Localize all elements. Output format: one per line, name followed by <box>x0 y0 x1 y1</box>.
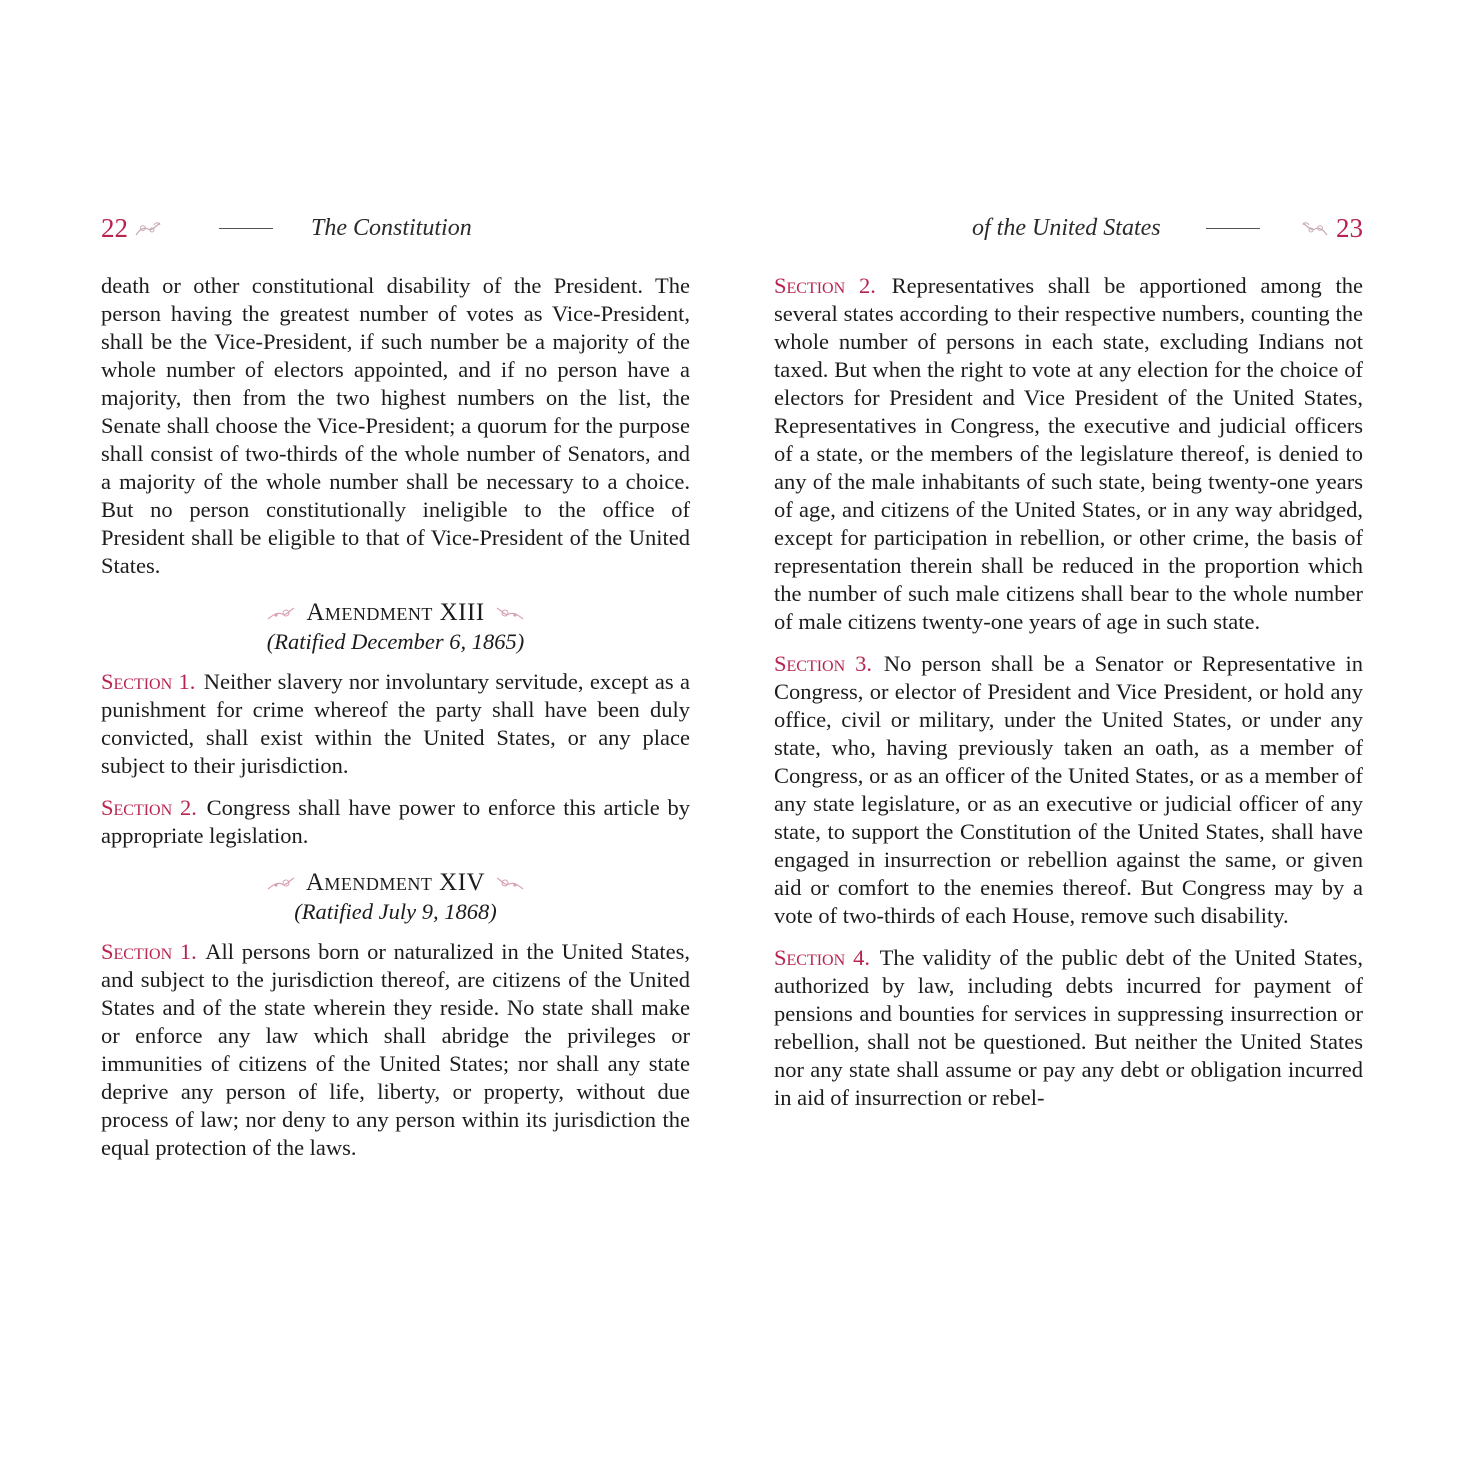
floral-flourish-icon <box>266 875 296 891</box>
running-title: of the United States <box>972 215 1161 241</box>
left-running-head <box>101 208 690 248</box>
section-label: Section 4. <box>774 945 871 970</box>
section-label: Section 2. <box>774 273 876 298</box>
section-text: No person shall be a Senator or Representative in Congress, or elector of President and Vice President, or hold any office, civil or military, under the United States, or under any state, who, having previously taken an oath, as a member of Congress, or as an officer of the United States, or as a member of any state legislature, or as an executive or judicial officer of any state, to support the Constitution of the United States, shall have engaged in insurrection or rebellion against the same, or given aid or comfort to the enemies thereof. But Congress may by a vote of two-thirds of each House, remove such disability. <box>774 651 1364 928</box>
section-text: Representatives shall be apportioned among the several states according to their respective numbers, counting the whole number of persons in each state, excluding Indians not taxed. But when the right to vote at any election for the choice of electors for President and Vice President of the United States, Representatives in Congress, the executive and judicial officers of a state, or the members of the legislature thereof, is denied to any of the male inhabitants of such state, being twenty-one years of age, and citizens of the United States, or in any way abridged, except for participation in rebellion, or other crime, the basis of representation therein shall be reduced in the proportion which the number of such male citizens shall bear to the whole number of male citizens twenty-one years of age in such state. <box>774 273 1363 634</box>
section-label: Section 1. <box>101 939 197 964</box>
section-label: Section 1. <box>101 669 196 694</box>
page-number: 22 <box>101 213 128 243</box>
amendment-xiv-section-1 <box>101 938 690 1162</box>
page-number: 23 <box>1336 213 1363 243</box>
section-text: Congress shall have power to enforce this article by appropriate legislation. <box>101 795 691 848</box>
section-label: Section 2. <box>101 795 197 820</box>
left-body-text <box>101 272 690 1176</box>
amendment-xiii-section-1 <box>101 668 690 780</box>
ratification-date: (Ratified December 6, 1865) <box>266 629 525 654</box>
section-text: Neither slavery nor involuntary servitude, except as a punishment for crime whereof the party shall have been duly convicted, shall exist within the United States, or any place subject to their jurisdiction. <box>101 669 690 778</box>
amendment-title: Amendment XIV <box>305 869 486 896</box>
amendment-xiii-section-2 <box>101 794 690 850</box>
continuation-paragraph: death or other constitutional disability of the President. The person having the greatest number of votes as Vice-President, shall be the Vice-President, if such number be a majority of the whole number of electors appointed, and if no person have a majority, then from the two highest numbers on the list, the Senate shall choose the Vice-President; a quorum for the purpose shall consist of two-thirds of the whole number of Senators, and a majority of the whole number shall be necessary to a choice. But no person constitutionally ineligible to the office of President shall be eligible to that of Vice-President of the United States. <box>101 273 690 578</box>
floral-flourish-icon <box>495 605 525 621</box>
ratification-date: (Ratified July 9, 1868) <box>294 899 497 924</box>
amendment-title: Amendment XIII <box>306 599 485 626</box>
floral-flourish-icon <box>134 219 162 237</box>
floral-flourish-icon <box>495 875 525 891</box>
amendment-xiv-section-2 <box>774 272 1363 636</box>
floral-flourish-icon <box>1301 219 1329 237</box>
right-body-text <box>774 272 1363 1126</box>
floral-flourish-icon <box>266 605 296 621</box>
amendment-xiv-section-4 <box>774 944 1363 1112</box>
right-running-head <box>774 208 1363 248</box>
amendment-xiii-heading <box>101 598 690 656</box>
amendment-xiv-heading <box>101 868 690 926</box>
section-label: Section 3. <box>774 651 872 676</box>
header-rule <box>219 228 273 229</box>
running-title: The Constitution <box>311 215 472 241</box>
amendment-xiv-section-3 <box>774 650 1363 930</box>
section-text: All persons born or naturalized in the United States, and subject to the jurisdiction thereof, are citizens of the United States and of the state wherein they reside. No state shall make or enforce any law which shall abridge the privileges or immunities of citizens of the United States; nor shall any state deprive any person of life, liberty, or property, without due process of law; nor deny to any person within its jurisdiction the equal protection of the laws. <box>101 939 690 1160</box>
header-rule <box>1206 228 1260 229</box>
section-text: The validity of the public debt of the United States, authorized by law, including debts incurred for payment of pensions and bounties for services in suppressing insurrection or rebellion, shall not be questioned. But neither the United States nor any state shall assume or pay any debt or obligation incurred in aid of insurrection or rebel- <box>774 945 1364 1110</box>
